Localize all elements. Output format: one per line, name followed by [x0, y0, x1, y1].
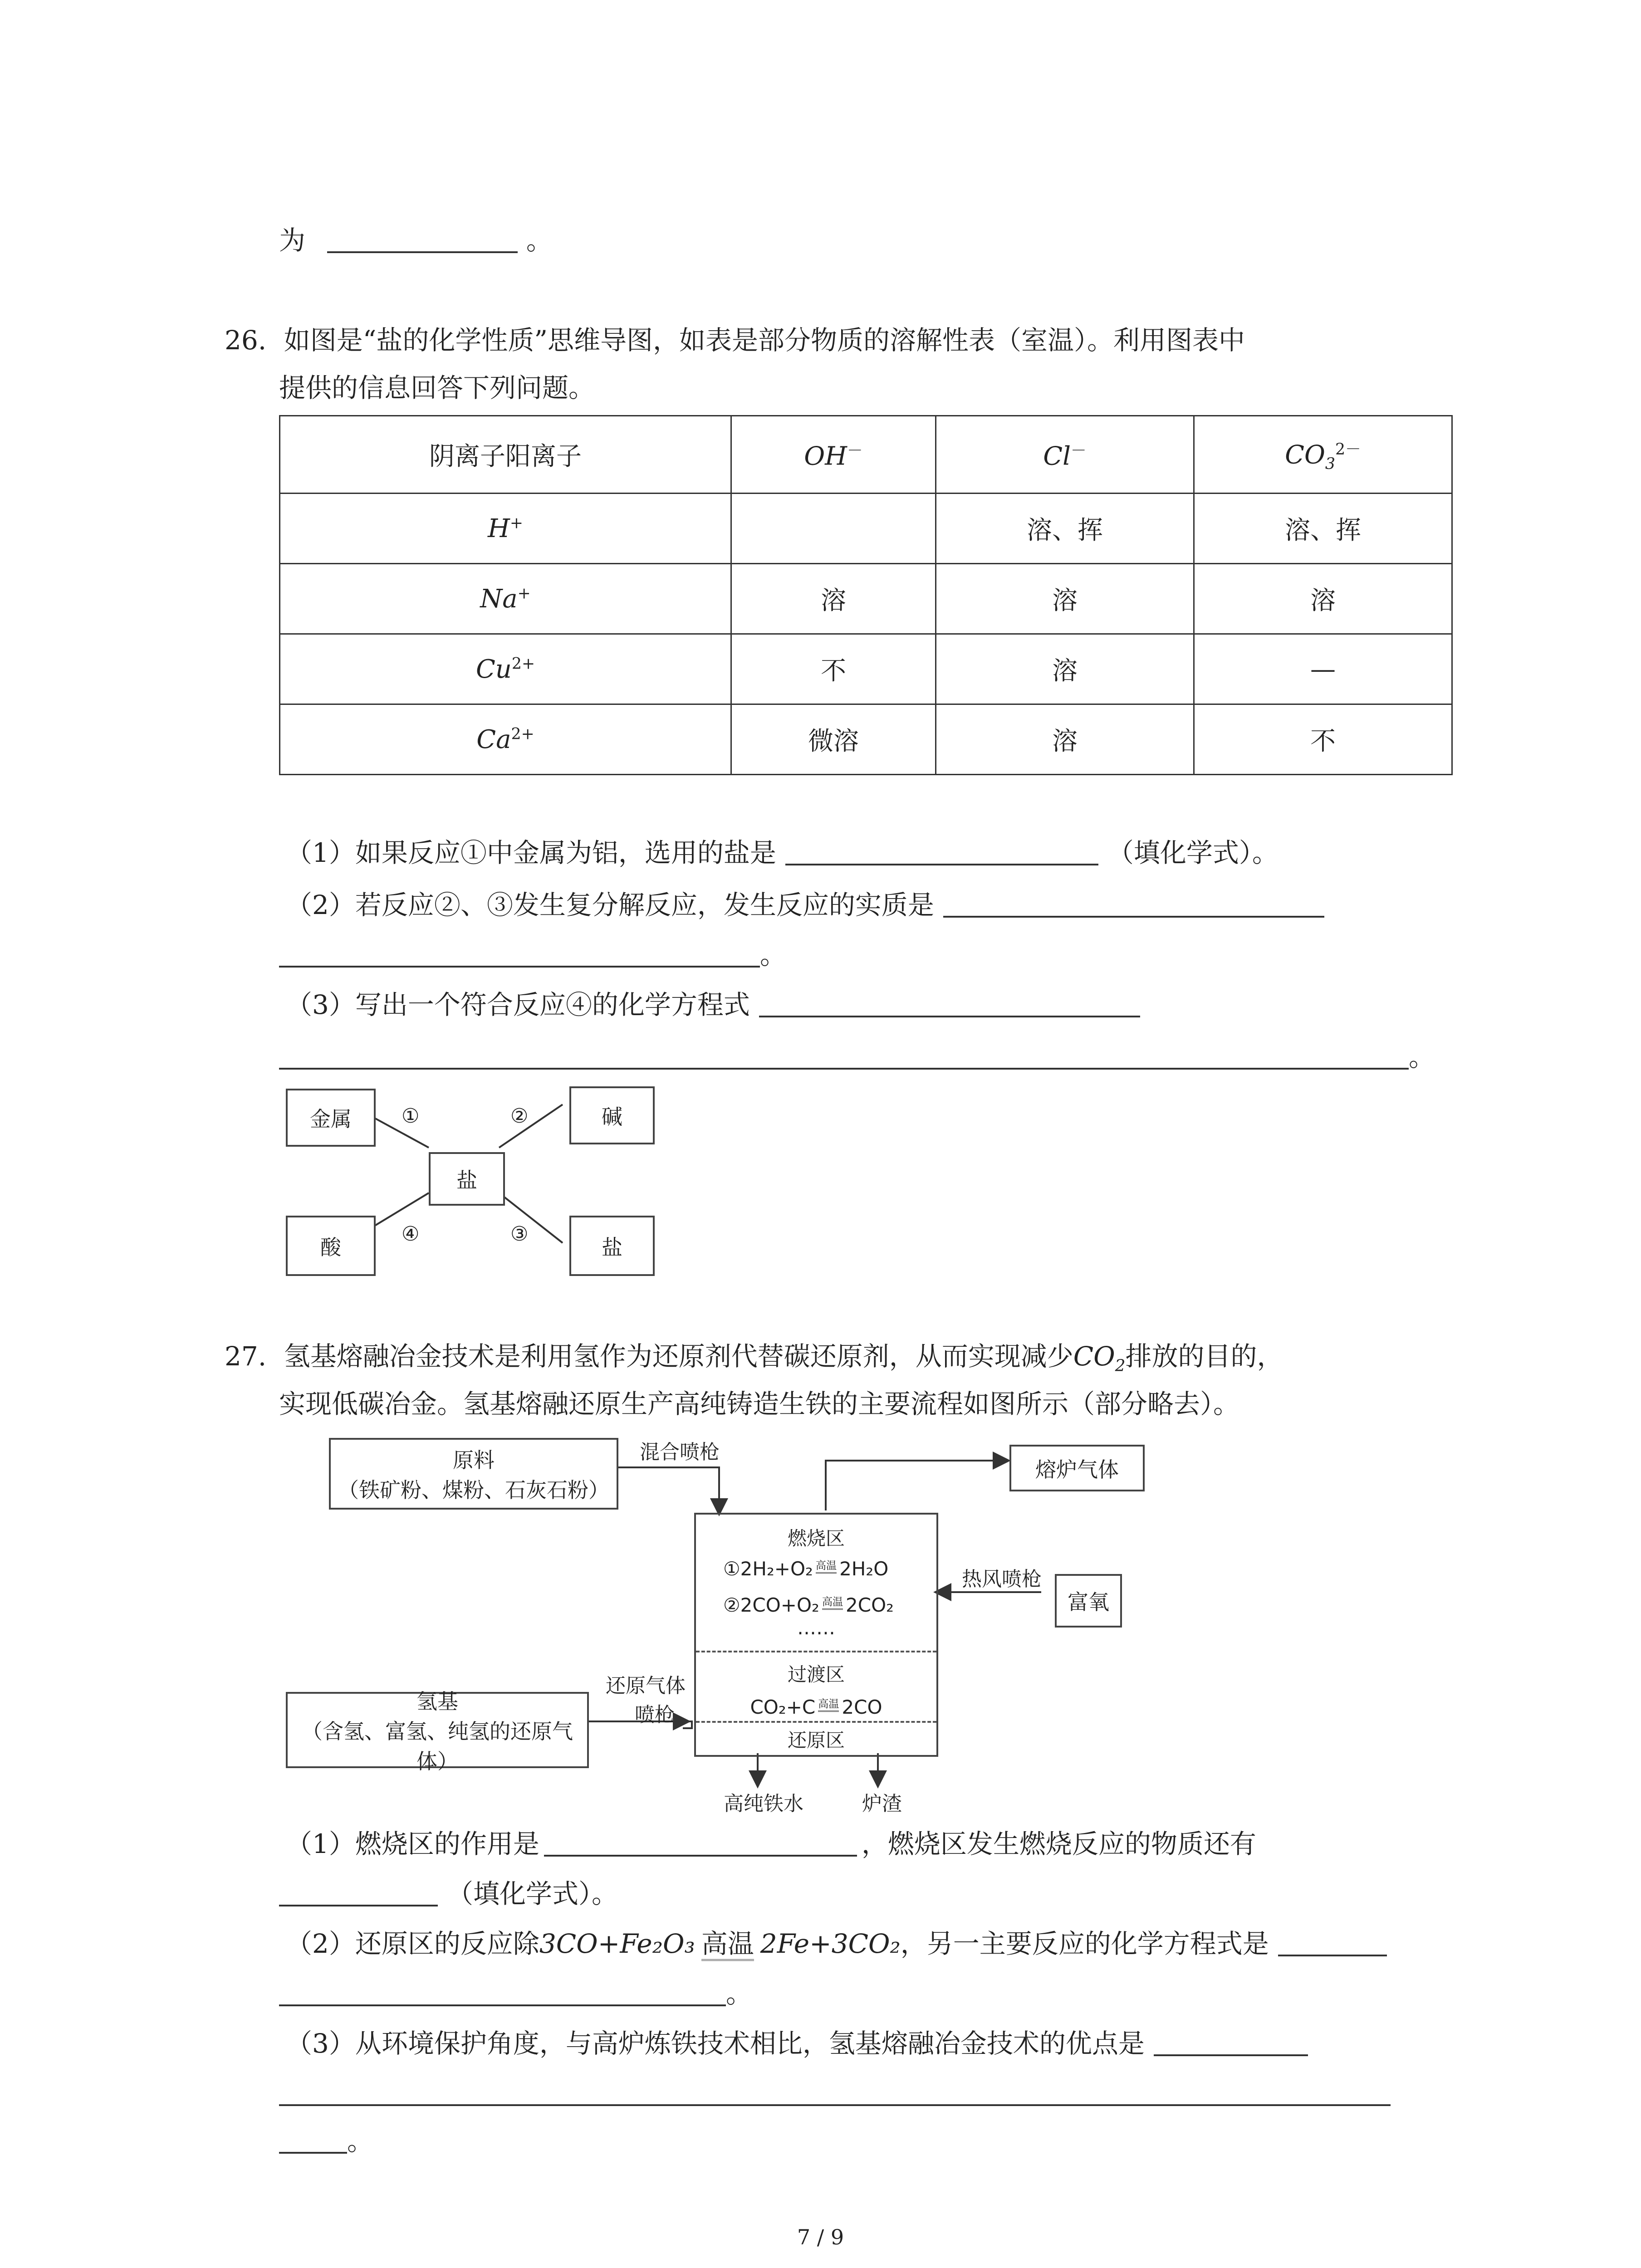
- table-header-row: [280, 416, 1452, 494]
- mindmap-node-salt: 盐: [569, 1216, 655, 1276]
- table-cell: 溶: [936, 564, 1194, 634]
- table-cation-cell: $Ca^{2+}$: [280, 704, 731, 775]
- table-cell: 溶: [936, 704, 1194, 775]
- reaction-label-2: ②: [510, 1105, 529, 1128]
- answer-blank[interactable]: [544, 1828, 857, 1857]
- mindmap-node-metal: 金属: [286, 1089, 376, 1147]
- table-row: [280, 494, 1452, 564]
- answer-blank[interactable]: [1278, 1927, 1387, 1956]
- hot-air-gun-label: 热风喷枪: [962, 1568, 1042, 1591]
- table-cell: 溶: [731, 564, 936, 634]
- table-cell: [731, 494, 936, 564]
- q27-sub2-cont: 。: [279, 1975, 752, 2012]
- zone-divider: [696, 1721, 936, 1723]
- furnace-gas-box: 熔炉气体: [1009, 1445, 1145, 1491]
- table-cell: 不: [731, 634, 936, 704]
- reaction-label-3: ③: [510, 1222, 529, 1246]
- answer-blank[interactable]: [943, 889, 1324, 918]
- table-header-cell: $CO_3^{2-}$: [1194, 416, 1452, 494]
- table-row: [280, 564, 1452, 634]
- table-cation-cell: $Cu^{2+}$: [280, 634, 731, 704]
- raw-material-title: 原料: [453, 1448, 495, 1472]
- burn-equation-2: ②2CO+O₂ 高温 2CO₂: [723, 1594, 894, 1616]
- table-cell: 溶、挥: [936, 494, 1194, 564]
- table-header-cell: Cl－: [936, 416, 1194, 494]
- hydrogen-base-title: 氢基: [416, 1689, 458, 1714]
- solubility-table: [279, 415, 1453, 775]
- q27-sub3-cont: [279, 2075, 1391, 2112]
- reaction-label-1: ①: [402, 1105, 420, 1128]
- answer-blank[interactable]: [279, 2125, 347, 2154]
- output-iron-label: 高纯铁水: [724, 1792, 803, 1815]
- question-number: 26.: [225, 325, 267, 356]
- answer-blank[interactable]: [279, 1041, 1409, 1070]
- top-fragment: [279, 222, 553, 259]
- q27-sub1-cont: （填化学式）。: [279, 1876, 618, 1912]
- answer-blank[interactable]: [279, 938, 760, 968]
- table-row: [280, 634, 1452, 704]
- hydrogen-base-sub: （含氢、富氢、纯氢的还原气体）: [302, 1719, 573, 1774]
- table-cell: 微溶: [731, 704, 936, 775]
- q26-stem-text: 如图是“盐的化学性质”思维导图，如表是部分物质的溶解性表（室温）。利用图表中: [284, 325, 1245, 356]
- q26-sub1: （1）如果反应①中金属为铝，选用的盐是 （填化学式）。: [286, 837, 1279, 868]
- table-cell: 溶: [1194, 564, 1452, 634]
- burn-zone-label: 燃烧区: [787, 1527, 845, 1549]
- reaction-label-4: ④: [402, 1222, 420, 1246]
- question-number: 27.: [225, 1341, 267, 1372]
- transition-equation: CO₂+C 高温 2CO: [750, 1696, 882, 1718]
- reduce-gun-label: 还原气体 喷枪: [606, 1674, 686, 1726]
- raw-material-box: [329, 1438, 618, 1510]
- answer-blank[interactable]: [279, 1977, 726, 2006]
- table-cell: 溶、挥: [1194, 494, 1452, 564]
- q27-sub3-cont2: 。: [279, 2123, 373, 2159]
- answer-blank[interactable]: [1154, 2027, 1308, 2056]
- answer-blank[interactable]: [279, 2077, 1391, 2106]
- raw-material-sub: （铁矿粉、煤粉、石灰石粉）: [338, 1478, 609, 1502]
- answer-blank[interactable]: [327, 224, 518, 253]
- table-cell: 不: [1194, 704, 1452, 775]
- q27-sub2: （2）还原区的反应除3CO+Fe₂O₃ 高温 2Fe+3CO₂，另一主要反应的化学方程式是: [286, 1926, 1387, 1962]
- q27-sub3: （3）从环境保护角度，与高炉炼铁技术相比，氢基熔融冶金技术的优点是: [286, 2025, 1308, 2062]
- table-cell: 溶: [936, 634, 1194, 704]
- q26-sub2: （2）若反应②、③发生复分解反应，发生反应的实质是: [286, 887, 1324, 923]
- q26-stem-line2: 提供的信息回答下列问题。: [279, 372, 595, 403]
- q27-sub1: （1）燃烧区的作用是 ，燃烧区发生燃烧反应的物质还有: [286, 1828, 1256, 1859]
- mindmap-node-center-salt: 盐: [429, 1152, 505, 1206]
- page-number: 7 / 9: [797, 2225, 844, 2249]
- furnace-box: [694, 1513, 938, 1757]
- burn-equation-1: ①2H₂+O₂ 高温 2H₂O: [723, 1558, 889, 1580]
- table-header-cell: OH－: [731, 416, 936, 494]
- rich-oxygen-box: 富氧: [1055, 1574, 1122, 1628]
- q26-sub2-cont: 。: [279, 937, 786, 973]
- answer-blank[interactable]: [279, 1877, 438, 1906]
- q26-sub3: （3）写出一个符合反应④的化学方程式: [286, 987, 1140, 1023]
- table-cell: —: [1194, 634, 1452, 704]
- output-slag-label: 炉渣: [862, 1792, 902, 1815]
- ellipsis: ……: [797, 1617, 835, 1639]
- table-cation-cell: H+: [280, 494, 731, 564]
- q26-stem-line1: [225, 322, 1245, 358]
- mix-gun-label: 混合喷枪: [640, 1441, 720, 1464]
- answer-blank[interactable]: [759, 988, 1140, 1017]
- mindmap-node-base: 碱: [569, 1086, 655, 1144]
- q27-stem-line2: 实现低碳冶金。氢基熔融还原生产高纯铸造生铁的主要流程如图所示（部分略去）。: [279, 1388, 1240, 1419]
- zone-divider: [696, 1651, 936, 1652]
- fragment-prefix: 为: [279, 225, 306, 256]
- fragment-suffix: 。: [526, 225, 553, 256]
- transition-zone-label: 过渡区: [787, 1663, 845, 1686]
- reduce-zone-label: 还原区: [787, 1729, 845, 1751]
- table-corner-cell: 阴离子阳离子: [280, 416, 731, 494]
- q26-sub3-cont: 。: [279, 1039, 1435, 1075]
- table-row: [280, 704, 1452, 775]
- table-cation-cell: Na+: [280, 564, 731, 634]
- mindmap-node-acid: 酸: [286, 1216, 376, 1276]
- answer-blank[interactable]: [785, 836, 1098, 865]
- q27-stem-line1: 27. 氢基熔融冶金技术是利用氢作为还原剂代替碳还原剂，从而实现减少$CO_2$排放的目的，: [225, 1341, 1283, 1375]
- hydrogen-base-box: [286, 1689, 589, 1774]
